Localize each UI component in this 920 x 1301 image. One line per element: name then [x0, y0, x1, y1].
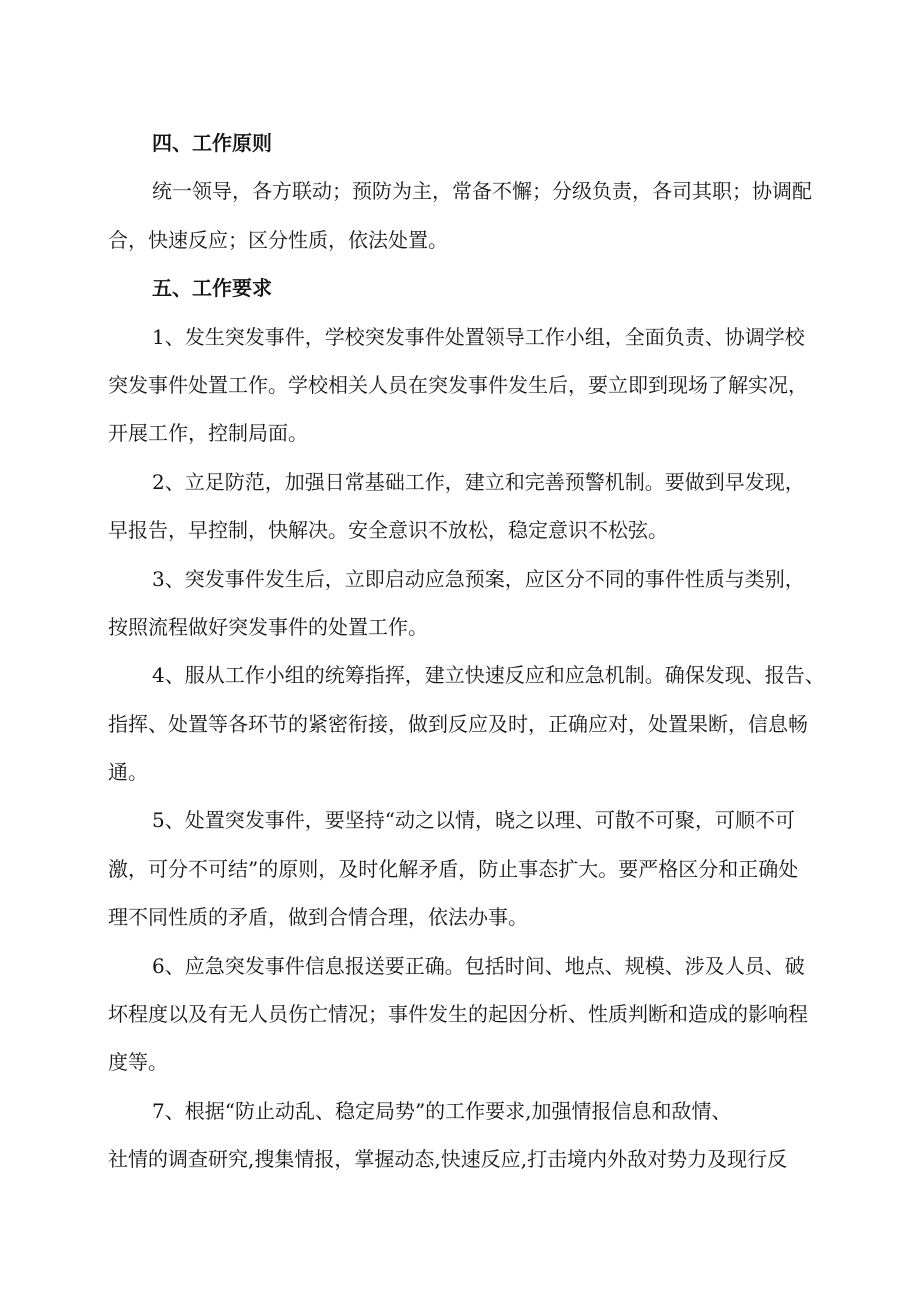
paragraph-line: 5、处置突发事件，要坚持“动之以情，晓之以理、可散不可聚，可顺不可: [152, 808, 795, 833]
paragraph-line: 通。: [108, 760, 148, 785]
paragraph: [0, 942, 920, 1087]
paragraph: [0, 458, 920, 555]
paragraph-line: 3、突发事件发生后，立即启动应急预案，应区分不同的事件性质与类别，: [152, 566, 805, 591]
paragraph-line: 坏程度以及有无人员伤亡情况；事件发生的起因分析、性质判断和造成的影响程: [108, 1002, 808, 1027]
paragraph-line: 合，快速反应；区分性质，依法处置。: [108, 227, 448, 252]
paragraph-line: 按照流程做好突发事件的处置工作。: [108, 614, 428, 639]
paragraph: [0, 313, 920, 458]
paragraph-line: 度等。: [108, 1050, 168, 1075]
paragraph-line: 开展工作，控制局面。: [108, 421, 308, 446]
section-heading: 五、工作要求: [152, 276, 272, 301]
section-work-requirements: [0, 264, 920, 1183]
section-heading: 四、工作原则: [152, 131, 272, 155]
paragraph-line: 7、根据“防止动乱、稳定局势”的工作要求,加强情报信息和敌情、: [152, 1098, 732, 1123]
paragraph-line: 指挥、处置等各环节的紧密衔接，做到反应及时，正确应对，处置果断，信息畅: [108, 711, 808, 736]
paragraph-line: 4、服从工作小组的统筹指挥，建立快速反应和应急机制。确保发现、报告、: [152, 663, 825, 688]
paragraph-line: 突发事件处置工作。学校相关人员在突发事件发生后，要立即到现场了解实况，: [108, 372, 808, 397]
paragraph-line: 1、发生突发事件，学校突发事件处置领导工作小组，全面负责、协调学校: [152, 324, 805, 349]
paragraph-line: 激，可分不可结”的原则，及时化解矛盾，防止事态扩大。要严格区分和正确处: [108, 856, 799, 881]
paragraph-line: 理不同性质的矛盾，做到合情合理，依法办事。: [108, 905, 528, 930]
paragraph-line: 早报告，早控制，快解决。安全意识不放松，稳定意识不松弦。: [108, 518, 668, 543]
paragraph: [0, 1087, 920, 1184]
paragraph-line: 统一领导，各方联动；预防为主，常备不懈；分级负责，各司其职；协调配: [152, 179, 812, 204]
paragraph: [0, 167, 920, 264]
section-work-principles: [0, 119, 920, 264]
paragraph: [0, 651, 920, 796]
paragraph: [0, 555, 920, 652]
paragraph-line: 6、应急突发事件信息报送要正确。包括时间、地点、规模、涉及人员、破: [152, 953, 805, 978]
paragraph-line: 社情的调查研究,搜集情报，掌握动态,快速反应,打击境内外敌对势力及现行反: [108, 1147, 788, 1172]
paragraph-line: 2、立足防范，加强日常基础工作，建立和完善预警机制。要做到早发现，: [152, 469, 805, 494]
paragraph: [0, 796, 920, 941]
